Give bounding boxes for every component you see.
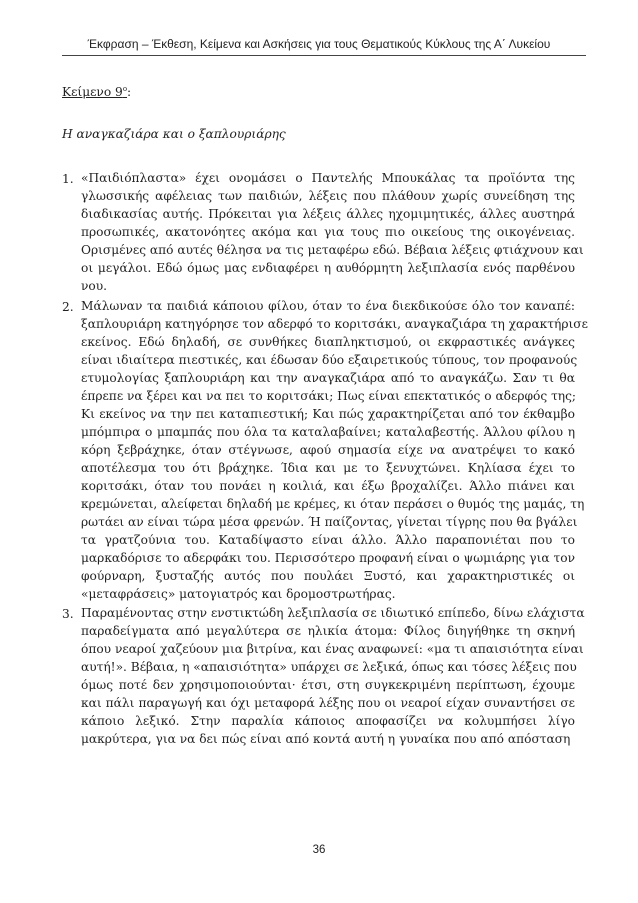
- text-line: «μεταφράσεις» ματογιατρός και δρομοστρωτήρας.: [81, 587, 396, 601]
- text-line: Μάλωναν τα παιδιά κάποιου φίλου, όταν το ένα διεκδικούσε όλο τον καναπέ:: [81, 299, 575, 313]
- text-line: και πάλι παραγωγή και όχι μεταφορά λέξης που οι νεαροί είχαν συναντήσει σε: [81, 696, 575, 710]
- text-line: Παραμένοντας στην ενστικτώδη λεξιπλασία σε ιδιωτικό επίπεδο, δίνω ελάχιστα: [81, 606, 585, 620]
- text-line: κόρη ξεβράχηκε, όταν στέγνωσε, αφού σημασία είχε να ανατρέψει το κακό: [81, 443, 575, 457]
- text-line: παραδείγματα από μεγαλύτερα σε ηλικία άτομα: Φίλος διηγήθηκε τη σκηνή: [81, 624, 575, 638]
- subtitle: Η αναγκαζιάρα και ο ξαπλουριάρης: [62, 127, 286, 141]
- header-rule: [62, 55, 586, 56]
- text-line: μπόμπιρα ο μπαμπάς που όλα τα καταλαβαίνει; καταλαβεστής. Άλλου φίλου η: [81, 425, 575, 439]
- text-line: οι μεγάλοι. Εδώ όμως μας ενδιαφέρει η αυθόρμητη λεξιπλασία ενός παρθένου: [81, 261, 575, 275]
- text-line: κάποιο λεξικό. Στην παραλία κάποιος αποφασίζει να κολυμπήσει λίγο: [81, 714, 575, 728]
- text-line: νου.: [81, 279, 108, 293]
- text-line: ετυμολογίας ξαπλουριάρη και την αναγκαζιάρα από το αναγκάζω. Σαν τι θα: [81, 371, 575, 385]
- text-line: «Παιδιόπλαστα» έχει ονομάσει ο Παντελής Μπουκάλας τα προϊόντα της: [81, 171, 575, 185]
- text-line: ρωτάει αν είναι τώρα μέσα φρενών. Ή παίζοντας, γίνεται τίγρης που θα βγάλει: [81, 515, 578, 529]
- text-line: γλωσσικής αφέλειας των παιδιών, λέξεις που πλάθουν χωρίς συνείδηση της: [81, 189, 575, 203]
- text-line: κρεμώνεται, αλείφεται δηλαδή με κρέμες, κι όταν περάσει ο θυμός της μαμάς, τη: [81, 497, 585, 511]
- text-line: αποτέλεσμα του ότι βράχηκε. Ίδια και με το ξενυχτώνει. Κηλίασα έχει το: [81, 461, 575, 475]
- text-line: όμως ποτέ δεν χρησιμοποιούνται· έτσι, στη συγκεκριμένη περίπτωση, έχουμε: [81, 678, 575, 692]
- text-line: όπου νεαροί χαζεύουν μια βιτρίνα, και ένας αναφωνεί: «μα τι απαισιότητα είναι: [81, 642, 584, 656]
- text-line: εκείνος. Εδώ δηλαδή, σε συνθήκες διαπληκτισμού, οι εκφραστικές ανάγκες: [81, 335, 575, 349]
- text-line: μακρύτερα, για να δει πώς είναι από κοντά αυτή η γυναίκα που από απόσταση: [81, 732, 571, 746]
- item-number: 2.: [62, 300, 74, 314]
- text-line: Κι εκείνος να την πει καταπιεστική; Και πώς χαρακτηρίζεται από τον έκθαμβο: [81, 407, 575, 421]
- text-line: φούρναρη, ξυσταζής αυτός που πουλάει Ξυστό, και χαρακτηριστικές οι: [81, 569, 575, 583]
- page-number: 36: [312, 844, 326, 856]
- running-header: Έκφραση – Έκθεση, Κείμενα και Ασκήσεις για τους Θεματικούς Κύκλους της Α΄ Λυκείου: [87, 37, 551, 51]
- text-line: αυτή!». Βέβαια, η «απαισιότητα» υπάρχει σε λεξικά, όπως και τόσες λέξεις που: [81, 660, 577, 674]
- text-line: προσωπικές, ακατονόητες ακόμα και για τους πιο οικείους της οικογένειας.: [81, 225, 575, 239]
- text-line: ξαπλουριάρη κατηγόρησε τον αδερφό το κοριτσάκι, αναγκαζιάρα τη χαρακτήρισε: [81, 317, 588, 331]
- text-line: έπρεπε να ξέρει και να πει το κοριτσάκι; Πως είναι επεκτατικός ο αδερφός της;: [81, 389, 577, 403]
- text-line: είναι ιδιαίτερα πιεστικές, και έδωσαν δύο εξαιρετικούς τύπους, τον προφανούς: [81, 353, 578, 367]
- text-line: κοριτσάκι, όταν του πονάει η κοιλιά, και έξω βροχαλίζει. Άλλο πιάνει και: [81, 479, 575, 493]
- text-line: μαρκαδόρισε το αδερφάκι του. Περισσότερο προφανή είναι ο ψωμιάρης για τον: [81, 551, 575, 565]
- item-number: 1.: [62, 172, 74, 186]
- item-number: 3.: [62, 607, 74, 621]
- text-label: Κείμενο $9^o$:: [62, 85, 132, 100]
- text-line: Ορισμένες από αυτές θέλησα να τις μεταφέρω εδώ. Βέβαια λέξεις φτιάχνουν και: [81, 243, 584, 257]
- text-line: τα γρατζούνια του. Καταδίψαστο είναι άλλο. Άλλο παραπονιέται που το: [81, 533, 575, 547]
- text-line: διαδικασίας αυτής. Πρόκειται για λέξεις άλλες ηχομιμητικές, άλλες αυστηρά: [81, 207, 575, 221]
